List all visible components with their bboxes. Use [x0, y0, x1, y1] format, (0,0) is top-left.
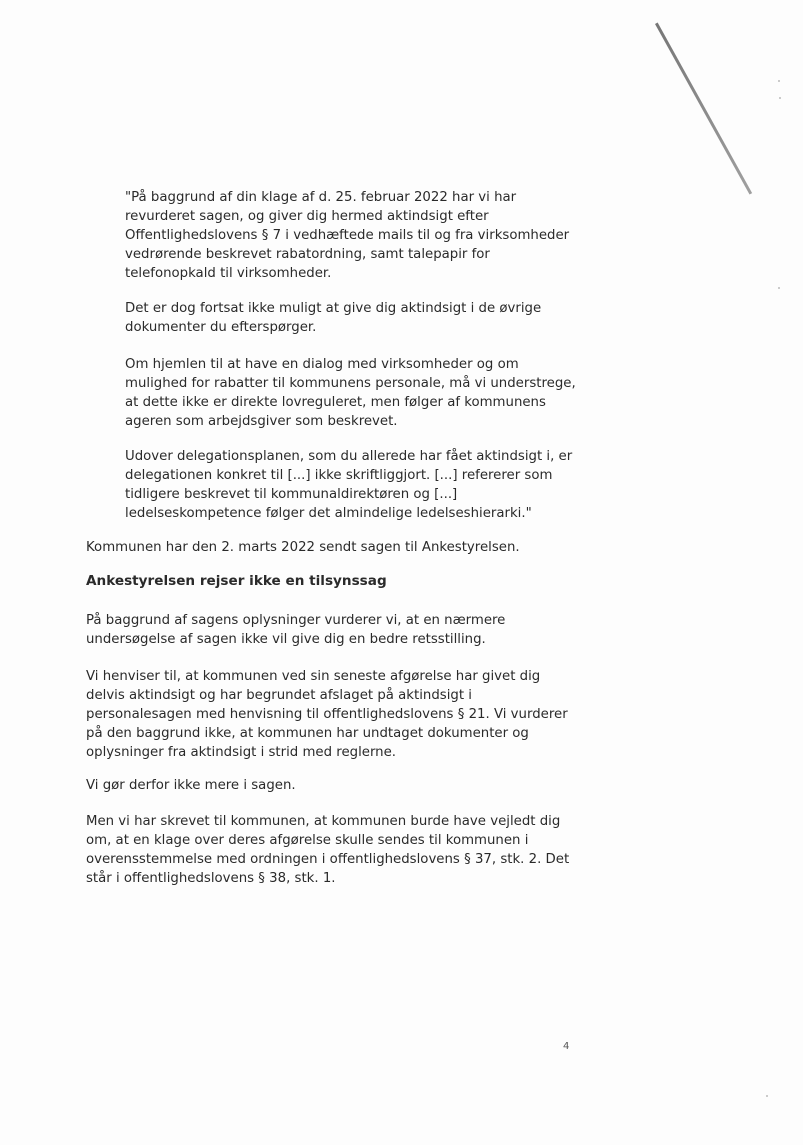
body-paragraph-4: Men vi har skrevet til kommunen, at kommunen burde have vejledt dig om, at en klage over deres afgørelse skulle sendes til kommunen i overensstemmelse med ordningen i offentlighedslovens § 37, stk. 2. Det står i offentlighedslovens § 38, stk. 1.: [86, 814, 570, 886]
quote-paragraph-3: Om hjemlen til at have en dialog med virksomheder og om mulighed for rabatter til kommunens personale, må vi understrege, at dette ikke er direkte lovreguleret, men følger af kommunens ageren som arbejdsgiver som beskrevet.: [125, 357, 576, 429]
body-paragraph-1: På baggrund af sagens oplysninger vurderer vi, at en nærmere undersøgelse af sagen ikke vil give dig en bedre retsstilling.: [86, 613, 506, 647]
sent-to-ankestyrelsen-text: Kommunen har den 2. marts 2022 sendt sagen til Ankestyrelsen.: [86, 540, 520, 555]
page-number: 4: [563, 1041, 570, 1052]
scan-speck: [779, 97, 781, 99]
body-paragraph-3: Vi gør derfor ikke mere i sagen.: [86, 778, 296, 793]
scan-speck: [778, 287, 780, 289]
section-heading: Ankestyrelsen rejser ikke en tilsynssag: [86, 573, 387, 589]
scan-speck: [778, 80, 780, 82]
quote-paragraph-2: Det er dog fortsat ikke muligt at give dig aktindsigt i de øvrige dokumenter du efterspørger.: [125, 301, 542, 335]
scan-speck: [766, 1095, 768, 1097]
scan-artifact-line: [655, 23, 752, 195]
quote-paragraph-4: Udover delegationsplanen, som du allerede har fået aktindsigt i, er delegationen konkret til [...] ikke skriftliggjort. [...] refererer som tidligere beskrevet til kommunaldirektøren og [...] ledelseskompetence følger det almindelige ledelseshierarki.": [125, 449, 573, 521]
body-paragraph-2: Vi henviser til, at kommunen ved sin seneste afgørelse har givet dig delvis aktindsigt og har begrundet afslaget på aktindsigt i personalesagen med henvisning til offentlighedslovens § 21. Vi vurderer på den baggrund ikke, at kommunen har undtaget dokumenter og oplysninger fra aktindsigt i strid med reglerne.: [86, 669, 568, 760]
quote-paragraph-1: "På baggrund af din klage af d. 25. februar 2022 har vi har revurderet sagen, og giver dig hermed aktindsigt efter Offentlighedslovens § 7 i vedhæftede mails til og fra virksomheder vedrørende beskrevet rabatordning, samt talepapir for telefonopkald til virksomheder.: [125, 190, 570, 281]
